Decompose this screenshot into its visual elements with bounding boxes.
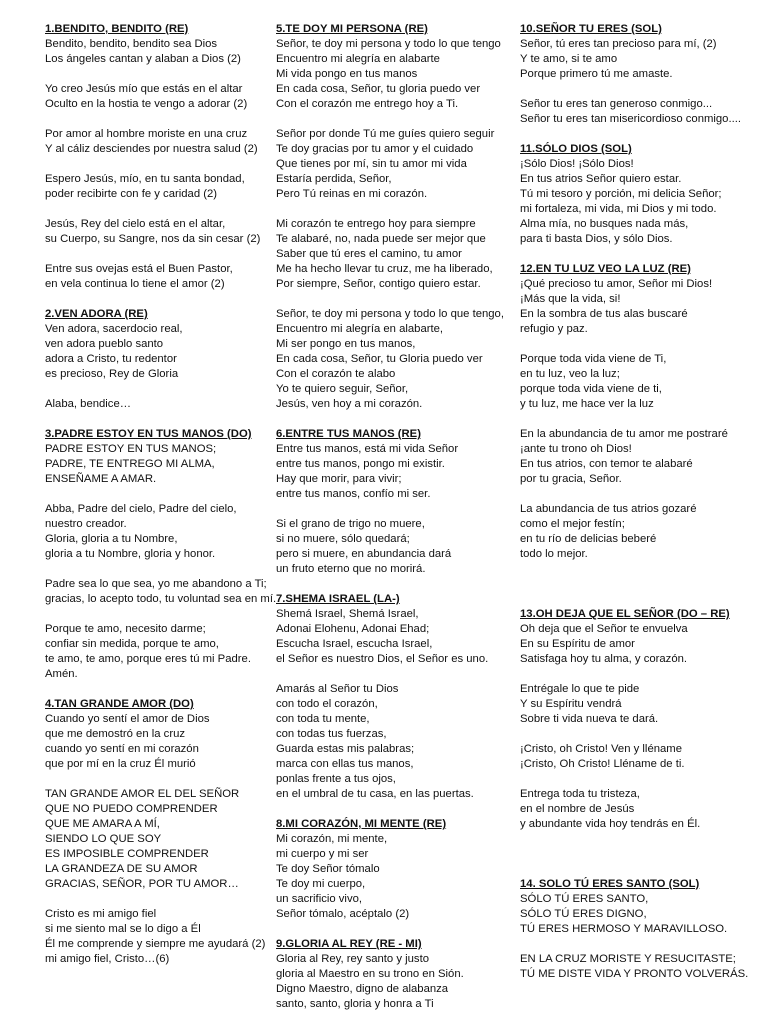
- stanza: [276, 442, 508, 502]
- song: [276, 817, 508, 922]
- stanza: [45, 622, 270, 682]
- lyric-line: TÚ ME DISTE VIDA Y PRONTO VOLVERÁS.: [520, 968, 749, 980]
- song-title: 13.OH DEJA QUE EL SEÑOR (DO – RE): [520, 608, 730, 620]
- lyric-line: SIENDO LO QUE SOY: [45, 833, 162, 845]
- song-title: 2.VEN ADORA (RE): [45, 308, 148, 320]
- stanza: [520, 622, 758, 667]
- lyric-line: En cada cosa, Señor, tu Gloria puedo ver: [276, 353, 483, 365]
- lyric-line: con todo el corazón,: [276, 698, 378, 710]
- lyric-line: Gloria al Rey, rey santo y justo: [276, 953, 429, 965]
- song: [276, 22, 508, 412]
- lyric-line: gracias, lo acepto todo, tu voluntad sea en mí.: [45, 593, 277, 605]
- lyric-line: TAN GRANDE AMOR EL DEL SEÑOR: [45, 788, 240, 800]
- stanza: [45, 787, 270, 892]
- lyric-line: Hay que morir, para vivir;: [276, 473, 402, 485]
- lyric-line: Me ha hecho llevar tu cruz, me ha liberado,: [276, 263, 493, 275]
- lyric-line: Estaría perdida, Señor,: [276, 173, 392, 185]
- lyric-line: Mi ser pongo en tus manos,: [276, 338, 416, 350]
- song: [276, 427, 508, 577]
- lyric-line: ponlas frente a tus ojos,: [276, 773, 396, 785]
- lyric-line: entre tus manos, confío mi ser.: [276, 488, 431, 500]
- lyric-line: ¡Cristo, oh Cristo! Ven y lléname: [520, 743, 682, 755]
- song: [45, 307, 270, 412]
- lyric-line: todo lo mejor.: [520, 548, 588, 560]
- lyric-line: EN LA CRUZ MORISTE Y RESUCITASTE;: [520, 953, 736, 965]
- song-title: 10.SEÑOR TU ERES (SOL): [520, 23, 662, 35]
- lyric-line: Padre sea lo que sea, yo me abandono a Ti;: [45, 578, 267, 590]
- column-2: [276, 22, 508, 1027]
- lyric-line: en vela continua lo tiene el amor (2): [45, 278, 225, 290]
- lyric-line: Bendito, bendito, bendito sea Dios: [45, 38, 218, 50]
- stanza: [520, 37, 758, 82]
- lyric-line: Alaba, bendice…: [45, 398, 132, 410]
- lyric-line: SÓLO TÚ ERES DIGNO,: [520, 908, 647, 920]
- lyric-line: es precioso, Rey de Gloria: [45, 368, 179, 380]
- song: [520, 22, 758, 127]
- lyric-line: Encuentro mi alegría en alabarte,: [276, 323, 444, 335]
- lyric-line: gloria al Maestro en su trono en Sión.: [276, 968, 464, 980]
- lyric-line: Si el grano de trigo no muere,: [276, 518, 425, 530]
- lyric-line: Señor tu eres tan generoso conmigo...: [520, 98, 713, 110]
- stanza: [520, 682, 758, 727]
- lyric-line: En tus atrios, con temor te alabaré: [520, 458, 693, 470]
- lyric-line: Porque te amo, necesito darme;: [45, 623, 206, 635]
- lyric-line: TÚ ERES HERMOSO Y MARAVILLOSO.: [520, 923, 728, 935]
- lyric-line: Señor tómalo, acéptalo (2): [276, 908, 410, 920]
- lyric-line: Yo creo Jesús mío que estás en el altar: [45, 83, 243, 95]
- lyric-line: Que tienes por mí, sin tu amor mi vida: [276, 158, 467, 170]
- lyric-line: Con el corazón te alabo: [276, 368, 396, 380]
- lyric-line: Jesús, ven hoy a mi corazón.: [276, 398, 423, 410]
- lyric-line: en el nombre de Jesús: [520, 803, 635, 815]
- lyric-line: Alma mía, no busques nada más,: [520, 218, 689, 230]
- lyric-line: Él me comprende y siempre me ayudará (2): [45, 938, 266, 950]
- lyric-line: Señor tu eres tan misericordioso conmigo....: [520, 113, 742, 125]
- lyric-line: Saber que tú eres el camino, tu amor: [276, 248, 462, 260]
- stanza: [45, 442, 270, 487]
- stanza: [276, 37, 508, 112]
- lyric-line: que por mí en la cruz Él murió: [45, 758, 196, 770]
- lyric-line: En la abundancia de tu amor me postraré: [520, 428, 728, 440]
- lyric-line: porque toda vida viene de ti,: [520, 383, 662, 395]
- lyric-line: cuando yo sentí en mi corazón: [45, 743, 199, 755]
- song: [45, 697, 270, 967]
- stanza: [276, 832, 508, 922]
- lyric-line: Espero Jesús, mío, en tu santa bondad,: [45, 173, 245, 185]
- lyric-line: Guarda estas mis palabras;: [276, 743, 415, 755]
- lyric-line: Entrégale lo que te pide: [520, 683, 640, 695]
- lyric-line: santo, santo, gloria y honra a Ti: [276, 998, 434, 1010]
- stanza: [45, 37, 270, 67]
- stanza: [520, 787, 758, 832]
- stanza: [45, 397, 270, 412]
- lyric-line: Entre tus manos, está mi vida Señor: [276, 443, 459, 455]
- stanza: [45, 322, 270, 382]
- song-title: 9.GLORIA AL REY (RE - MI): [276, 938, 422, 950]
- lyric-line: Oculto en la hostia te vengo a adorar (2): [45, 98, 248, 110]
- stanza: [276, 952, 508, 1012]
- stanza: [520, 97, 758, 127]
- lyric-line: que me demostró en la cruz: [45, 728, 186, 740]
- lyric-line: y tu luz, me hace ver la luz: [520, 398, 654, 410]
- column-1: [45, 22, 277, 982]
- lyric-line: gloria a tu Nombre, gloria y honor.: [45, 548, 216, 560]
- stanza: [45, 82, 270, 112]
- lyric-line: mi fortaleza, mi vida, mi Dios y mi todo.: [520, 203, 717, 215]
- lyric-line: Cristo es mi amigo fiel: [45, 908, 157, 920]
- song: [276, 592, 508, 802]
- stanza: [276, 127, 508, 202]
- lyric-line: confiar sin medida, porque te amo,: [45, 638, 219, 650]
- lyric-line: Te doy Señor tómalo: [276, 863, 380, 875]
- stanza: [45, 502, 270, 562]
- lyric-line: Shemá Israel, Shemá Israel,: [276, 608, 419, 620]
- lyric-line: Digno Maestro, digno de alabanza: [276, 983, 449, 995]
- lyric-line: Amarás al Señor tu Dios: [276, 683, 399, 695]
- lyric-line: poder recibirte con fe y caridad (2): [45, 188, 218, 200]
- lyric-line: Satisfaga hoy tu alma, y corazón.: [520, 653, 688, 665]
- lyric-line: con todas tus fuerzas,: [276, 728, 387, 740]
- song-title: 6.ENTRE TUS MANOS (RE): [276, 428, 421, 440]
- lyric-line: Mi vida pongo en tus manos: [276, 68, 418, 80]
- lyric-line: pero si muere, en abundancia dará: [276, 548, 452, 560]
- song: [520, 262, 758, 592]
- stanza: [276, 682, 508, 802]
- song-title: 5.TE DOY MI PERSONA (RE): [276, 23, 428, 35]
- lyric-line: en tu luz, veo la luz;: [520, 368, 620, 380]
- song-title: 8.MI CORAZÓN, MI MENTE (RE): [276, 818, 447, 830]
- lyric-line: En la sombra de tus alas buscaré: [520, 308, 688, 320]
- lyric-line: Te doy gracias por tu amor y el cuidado: [276, 143, 474, 155]
- lyric-line: LA GRANDEZA DE SU AMOR: [45, 863, 198, 875]
- stanza: [520, 352, 758, 412]
- lyric-line: Por amor al hombre moriste en una cruz: [45, 128, 248, 140]
- lyric-line: ¡Qué precioso tu amor, Señor mi Dios!: [520, 278, 713, 290]
- lyric-line: ven adora pueblo santo: [45, 338, 164, 350]
- lyric-line: En su Espíritu de amor: [520, 638, 635, 650]
- stanza: [45, 127, 270, 157]
- lyric-line: ¡Más que la vida, si!: [520, 293, 621, 305]
- lyric-line: con toda tu mente,: [276, 713, 370, 725]
- lyric-line: si me siento mal se lo digo a Él: [45, 923, 201, 935]
- song-title: 14. SOLO TÚ ERES SANTO (SOL): [520, 878, 700, 890]
- song: [520, 607, 758, 862]
- stanza: [520, 502, 758, 562]
- lyric-line: En cada cosa, Señor, tu gloria puedo ver: [276, 83, 481, 95]
- lyric-line: Te alabaré, no, nada puede ser mejor que: [276, 233, 486, 245]
- lyric-line: Y al cáliz desciendes por nuestra salud (2): [45, 143, 258, 155]
- stanza: [276, 607, 508, 667]
- lyric-line: [520, 577, 758, 592]
- lyric-line: Encuentro mi alegría en alabarte: [276, 53, 440, 65]
- lyric-line: Adonai Elohenu, Adonai Ehad;: [276, 623, 430, 635]
- lyric-line: por tu gracia, Señor.: [520, 473, 622, 485]
- lyric-line: para ti basta Dios, y sólo Dios.: [520, 233, 673, 245]
- lyric-line: Mi corazón, mi mente,: [276, 833, 388, 845]
- lyric-line: el Señor es nuestro Dios, el Señor es uno.: [276, 653, 489, 665]
- stanza: [45, 712, 270, 772]
- stanza: [520, 427, 758, 487]
- lyric-line: nuestro creador.: [45, 518, 127, 530]
- lyric-line: refugio y paz.: [520, 323, 588, 335]
- lyric-line: Y te amo, si te amo: [520, 53, 618, 65]
- lyric-line: Abba, Padre del cielo, Padre del cielo,: [45, 503, 237, 515]
- stanza: [520, 952, 758, 982]
- lyric-line: QUE NO PUEDO COMPRENDER: [45, 803, 218, 815]
- lyric-line: marca con ellas tus manos,: [276, 758, 414, 770]
- lyric-line: Y su Espíritu vendrá: [520, 698, 622, 710]
- stanza: [45, 172, 270, 202]
- lyric-line: Escucha Israel, escucha Israel,: [276, 638, 433, 650]
- lyric-line: Jesús, Rey del cielo está en el altar,: [45, 218, 226, 230]
- lyric-line: ¡ante tu trono oh Dios!: [520, 443, 632, 455]
- stanza: [520, 742, 758, 772]
- stanza: [520, 157, 758, 247]
- lyric-line: Porque primero tú me amaste.: [520, 68, 673, 80]
- lyric-line: En tus atrios Señor quiero estar.: [520, 173, 682, 185]
- lyric-line: Mi corazón te entrego hoy para siempre: [276, 218, 476, 230]
- lyric-line: Amén.: [45, 668, 78, 680]
- song: [45, 427, 277, 682]
- lyric-line: como el mejor festín;: [520, 518, 625, 530]
- stanza: [276, 217, 508, 292]
- lyric-line: QUE ME AMARA A MÍ,: [45, 818, 160, 830]
- lyric-line: Señor por donde Tú me guíes quiero seguir: [276, 128, 495, 140]
- lyric-line: mi amigo fiel, Cristo…(6): [45, 953, 170, 965]
- lyric-line: ENSEÑAME A AMAR.: [45, 473, 157, 485]
- lyric-line: mi cuerpo y mi ser: [276, 848, 369, 860]
- lyric-line: un fruto eterno que no morirá.: [276, 563, 426, 575]
- lyric-line: Por siempre, Señor, contigo quiero estar.: [276, 278, 481, 290]
- lyric-line: en el umbral de tu casa, en las puertas.: [276, 788, 474, 800]
- lyric-line: [520, 847, 758, 862]
- song-title: 4.TAN GRANDE AMOR (DO): [45, 698, 194, 710]
- song-title: 3.PADRE ESTOY EN TUS MANOS (DO): [45, 428, 252, 440]
- stanza: [276, 307, 508, 412]
- lyric-line: SÓLO TÚ ERES SANTO,: [520, 893, 649, 905]
- song: [520, 142, 758, 247]
- lyric-line: Con el corazón me entrego hoy a Ti.: [276, 98, 459, 110]
- lyric-line: Yo te quiero seguir, Señor,: [276, 383, 409, 395]
- lyric-line: Señor, te doy mi persona y todo lo que tengo,: [276, 308, 504, 320]
- song: [276, 937, 508, 1012]
- lyric-line: Pero Tú reinas en mi corazón.: [276, 188, 428, 200]
- song: [520, 877, 758, 982]
- column-3: [520, 22, 758, 997]
- stanza: [520, 577, 758, 592]
- lyric-line: adora a Cristo, tu redentor: [45, 353, 177, 365]
- lyric-line: ¡Cristo, Oh Cristo! Lléname de ti.: [520, 758, 685, 770]
- stanza: [45, 217, 270, 247]
- lyric-line: PADRE ESTOY EN TUS MANOS;: [45, 443, 217, 455]
- lyric-line: y abundante vida hoy tendrás en Él.: [520, 818, 701, 830]
- lyric-line: si no muere, sólo quedará;: [276, 533, 410, 545]
- lyric-line: La abundancia de tus atrios gozaré: [520, 503, 697, 515]
- stanza: [45, 577, 277, 607]
- lyric-line: ES IMPOSIBLE COMPRENDER: [45, 848, 209, 860]
- stanza: [520, 847, 758, 862]
- lyric-line: Sobre ti vida nueva te dará.: [520, 713, 659, 725]
- lyric-line: te amo, te amo, porque eres tú mi Padre.: [45, 653, 251, 665]
- lyric-line: Oh deja que el Señor te envuelva: [520, 623, 688, 635]
- lyric-line: Los ángeles cantan y alaban a Dios (2): [45, 53, 241, 65]
- song-title: 12.EN TU LUZ VEO LA LUZ (RE): [520, 263, 691, 275]
- lyric-line: Cuando yo sentí el amor de Dios: [45, 713, 210, 725]
- lyric-line: Tú mi tesoro y porción, mi delicia Señor;: [520, 188, 722, 200]
- lyric-line: entre tus manos, pongo mi existir.: [276, 458, 445, 470]
- lyric-line: en tu río de delicias beberé: [520, 533, 657, 545]
- stanza: [520, 892, 758, 937]
- lyric-line: Ven adora, sacerdocio real,: [45, 323, 183, 335]
- lyric-line: ¡Sólo Dios! ¡Sólo Dios!: [520, 158, 634, 170]
- stanza: [276, 517, 508, 577]
- lyric-line: Gloria, gloria a tu Nombre,: [45, 533, 178, 545]
- song: [45, 22, 270, 292]
- lyric-line: Señor, tú eres tan precioso para mí, (2): [520, 38, 717, 50]
- stanza: [520, 277, 758, 337]
- stanza: [45, 907, 270, 967]
- song-title: 1.BENDITO, BENDITO (RE): [45, 23, 189, 35]
- lyric-line: Entre sus ovejas está el Buen Pastor,: [45, 263, 233, 275]
- lyric-line: Entrega toda tu tristeza,: [520, 788, 640, 800]
- lyric-line: un sacrificio vivo,: [276, 893, 363, 905]
- lyric-line: GRACIAS, SEÑOR, POR TU AMOR…: [45, 878, 239, 890]
- song-title: 7.SHEMA ISRAEL (LA-): [276, 593, 400, 605]
- stanza: [45, 262, 270, 292]
- lyric-line: PADRE, TE ENTREGO MI ALMA,: [45, 458, 215, 470]
- lyric-line: Señor, te doy mi persona y todo lo que tengo: [276, 38, 501, 50]
- lyric-line: Porque toda vida viene de Ti,: [520, 353, 667, 365]
- lyric-line: Te doy mi cuerpo,: [276, 878, 366, 890]
- song-title: 11.SÓLO DIOS (SOL): [520, 143, 632, 155]
- lyric-line: su Cuerpo, su Sangre, nos da sin cesar (2): [45, 233, 261, 245]
